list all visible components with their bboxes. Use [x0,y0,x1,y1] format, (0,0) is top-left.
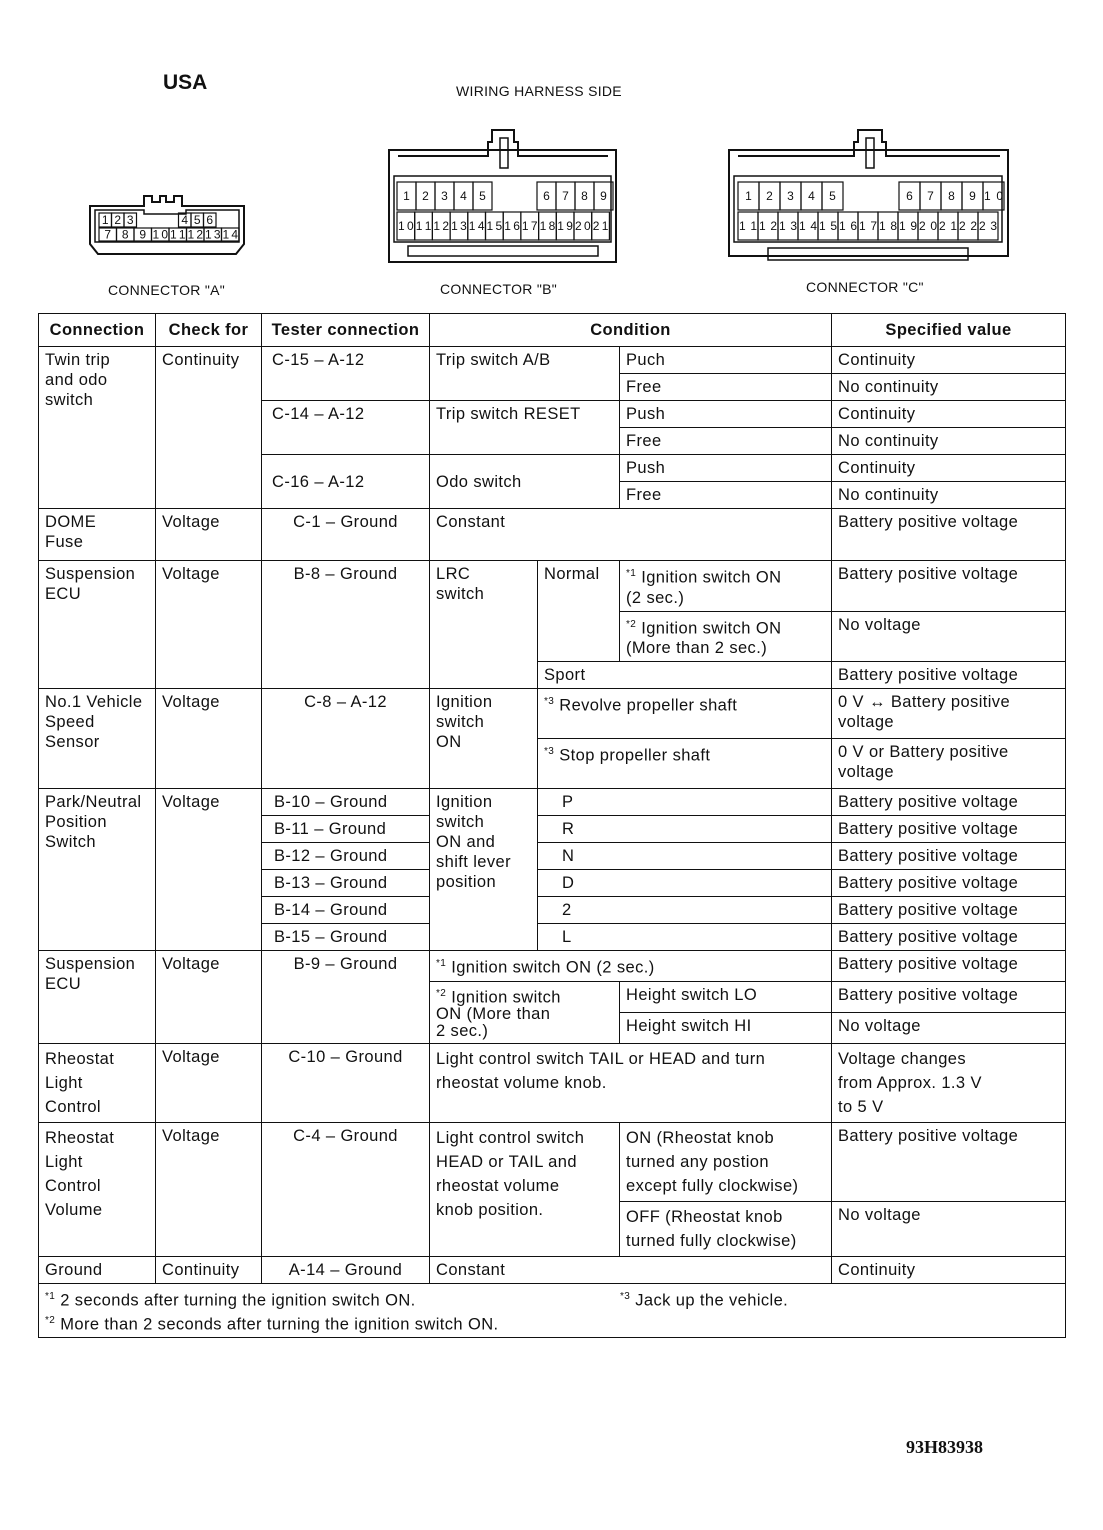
cell-value: Continuity [832,401,1066,428]
cell-subcondition: Puch [620,347,832,374]
cell-tester: B-11 – Ground [262,816,430,843]
footnote-marker: *1 [45,1291,56,1302]
pin-number: 4 [460,189,467,203]
cell-value: Continuity [832,347,1066,374]
cell-subcondition: Height switch LO [620,981,832,1012]
cell-subcondition: ON (Rheostat knob turned any postion except fully clockwise) [620,1123,832,1202]
cell-subcondition [538,739,832,789]
cell-value: Battery positive voltage [832,981,1066,1012]
pin-number: 17 [521,219,538,233]
region-label: USA [163,71,208,94]
pin-number: 20 [919,219,937,233]
cell-value: Battery positive voltage [832,897,1066,924]
cell-value: No continuity [832,428,1066,455]
cell-connection: Twin trip and odo switch [39,347,156,509]
cell-value: No continuity [832,482,1066,509]
pin-number: 10 [398,219,414,233]
table-row [39,1123,1066,1202]
pin-number: 8 [581,189,588,203]
cell-connection: DOME Fuse [39,509,156,561]
cell-subcondition: OFF (Rheostat knob turned fully clockwise) [620,1202,832,1257]
cell-value: No voltage [832,1202,1066,1257]
cell-subcondition: Free [620,374,832,401]
pin-number: 1 [403,189,410,203]
table-row [39,1257,1066,1284]
pin-number: 20 [575,219,591,233]
cell-value: Battery positive voltage [832,789,1066,816]
connector-c-bottom-pins [738,212,998,240]
pin-number: 15 [486,219,503,233]
cell-condition: Light control switch HEAD or TAIL and rheostat volume knob position. [430,1123,620,1257]
connector-b-diagram [388,128,618,266]
pin-number: 2 [422,189,429,203]
cell-condition [430,951,832,982]
cell-value: Continuity [832,1257,1066,1284]
cell-value: Battery positive voltage [832,509,1066,561]
cell-value: Continuity [832,455,1066,482]
table-row [39,1044,1066,1123]
pin-number: 15 [819,219,837,233]
pin-number: 21 [592,219,609,233]
cell-tester: C-15 – A-12 [262,347,430,401]
pin-number: 3 [787,189,794,203]
footnote-marker: *2 [45,1314,56,1326]
footnote-text: 2 seconds after turning the ignition switch ON. [55,1291,416,1310]
pin-number: 13 [779,219,797,233]
cell-tester: C-1 – Ground [262,509,430,561]
cell-subcondition: Push [620,401,832,428]
table-row [39,561,1066,612]
cell-condition: Odo switch [430,455,620,509]
cell-tester: C-4 – Ground [262,1123,430,1257]
pin-number: 6 [206,213,214,227]
cell-subcondition [538,689,832,739]
pin-number: 11 [170,227,186,242]
table-header-row [39,314,1066,347]
footnote-marker: *3 [544,746,555,757]
connector-c-diagram [728,128,1010,266]
pin-number: 5 [479,189,486,203]
footnote-marker: *3 [620,1291,631,1302]
cell-tester: B-10 – Ground [262,789,430,816]
pin-number: 3 [126,213,134,227]
cell-subcondition [620,561,832,612]
connector-b-bottom-pins [397,212,609,240]
footnote-text: More than 2 seconds after turning the ignition switch ON. [55,1315,499,1333]
connector-c-top-pins [738,182,1004,210]
document-code: 93H83938 [905,1437,983,1457]
pin-number: 21 [939,219,957,233]
cell-value: Battery positive voltage [832,1123,1066,1202]
pin-number: 4 [808,189,815,203]
table-row [39,509,1066,561]
cell-value: Battery positive voltage [832,924,1066,951]
pin-number: 8 [948,189,955,203]
connector-a-bottom-pins [99,228,239,242]
pin-number: 19 [899,219,917,233]
pin-number: 16 [839,219,857,233]
footnotes [39,1284,1066,1338]
footnote-1 [45,1287,620,1311]
cell-value: Battery positive voltage [832,951,1066,982]
cell-shift-position: L [538,924,832,951]
pin-number: 9 [969,189,976,203]
cell-value: 0 V ↔ Battery positive voltage [832,689,1066,739]
footnote-text: Jack up the vehicle. [630,1291,789,1310]
cell-condition: Light control switch TAIL or HEAD and turn rheostat volume knob. [430,1044,832,1123]
connector-b-top-pins [397,182,613,210]
pin-number: 18 [539,219,556,233]
cell-value: Battery positive voltage [832,843,1066,870]
table-row [39,689,1066,739]
cell-check-for: Voltage [156,1123,262,1257]
footnote-marker: *3 [544,696,555,707]
header-check-for: Check for [156,314,262,347]
cell-connection: Suspension ECU [39,561,156,689]
cell-condition [430,981,620,1044]
pin-number: 12 [759,219,777,233]
cell-subcondition: Free [620,482,832,509]
cell-condition: Constant [430,509,832,561]
connector-a-label: CONNECTOR "A" [108,282,226,298]
cell-check-for: Voltage [156,509,262,561]
table-row [39,347,1066,374]
cell-check-for: Voltage [156,951,262,1044]
cell-shift-position: 2 [538,897,832,924]
pin-number: 8 [121,227,129,242]
pin-number: 2 [114,213,122,227]
connector-b-label: CONNECTOR "B" [440,281,558,297]
cell-tester: B-12 – Ground [262,843,430,870]
cell-subcondition: Normal [538,561,620,662]
pin-number: 11 [415,219,432,233]
cell-tester: C-8 – A-12 [262,689,430,789]
connector-c-label: CONNECTOR "C" [806,279,924,295]
cell-connection: Suspension ECU [39,951,156,1044]
cell-connection: Rheostat Light Control Volume [39,1123,156,1257]
cell-value: Voltage changes from Approx. 1.3 V to 5 V [832,1044,1066,1123]
pin-number: 5 [193,213,201,227]
cell-tester: B-14 – Ground [262,897,430,924]
pin-number: 4 [181,213,189,227]
cell-shift-position: D [538,870,832,897]
cell-check-for: Continuity [156,1257,262,1284]
cell-tester: B-15 – Ground [262,924,430,951]
cell-connection: No.1 Vehicle Speed Sensor [39,689,156,789]
pin-number: 14 [468,219,485,233]
footnote-marker: *2 [436,987,447,999]
cell-value: 0 V or Battery positive voltage [832,739,1066,789]
cell-connection: Park/Neutral Position Switch [39,789,156,951]
header-condition: Condition [430,314,832,347]
cell-shift-position: R [538,816,832,843]
pin-number: 1 [101,213,109,227]
footnote-marker: *1 [626,568,637,579]
pin-number: 1 [745,189,752,203]
pin-number: 6 [543,189,550,203]
connector-a-diagram [86,192,248,262]
condition-text: Ignition switch ON (2 sec.) [626,568,782,607]
cell-check-for: Continuity [156,347,262,509]
pin-number: 2 [766,189,773,203]
cell-condition: Ignition switch ON and shift lever position [430,789,538,951]
condition-text: Ignition switch ON (More than 2 sec.) [626,619,782,657]
pin-number: 9 [600,189,607,203]
table-row [39,789,1066,816]
harness-side-label: WIRING HARNESS SIDE [456,83,622,99]
cell-value: No voltage [832,611,1066,662]
cell-value: Battery positive voltage [832,662,1066,689]
table-notes-row [39,1284,1066,1338]
footnote-marker: *2 [626,618,637,630]
pin-number: 7 [562,189,569,203]
cell-condition: Trip switch A/B [430,347,620,401]
cell-value: No continuity [832,374,1066,401]
footnote-3 [620,1287,788,1311]
pin-number: 3 [441,189,448,203]
pin-number: 23 [979,219,997,233]
cell-connection: Rheostat Light Control [39,1044,156,1123]
cell-subcondition: Push [620,455,832,482]
cell-value: Battery positive voltage [832,561,1066,612]
cell-tester: B-8 – Ground [262,561,430,689]
cell-shift-position: N [538,843,832,870]
footnote-marker: *1 [436,958,447,969]
cell-value: No voltage [832,1012,1066,1043]
pin-number: 12 [433,219,450,233]
cell-condition: LRC switch [430,561,538,689]
pin-number: 22 [959,219,977,233]
pin-number: 17 [859,219,877,233]
inspection-table [38,313,1066,1338]
cell-condition: Constant [430,1257,832,1284]
cell-tester: B-9 – Ground [262,951,430,1044]
footnote-2 [45,1311,1059,1335]
pin-number: 7 [927,189,934,203]
cell-tester: B-13 – Ground [262,870,430,897]
pin-number: 18 [879,219,897,233]
cell-condition: Ignition switch ON [430,689,538,789]
cell-subcondition: Free [620,428,832,455]
cell-value: Battery positive voltage [832,816,1066,843]
pin-number: 19 [557,219,573,233]
pin-number: 11 [739,219,757,233]
condition-text: Stop propeller shaft [554,746,711,765]
pin-number: 13 [205,227,221,242]
cell-subcondition: Sport [538,662,832,689]
cell-tester: C-16 – A-12 [262,455,430,509]
cell-connection: Ground [39,1257,156,1284]
condition-text: Revolve propeller shaft [554,696,738,715]
pin-number: 10 [152,227,168,242]
pin-number: 16 [504,219,520,233]
pin-number: 6 [906,189,913,203]
cell-subcondition [620,611,832,662]
pin-number: 14 [799,219,817,233]
pin-number: 5 [829,189,836,203]
cell-subcondition: Height switch HI [620,1012,832,1043]
cell-condition: Trip switch RESET [430,401,620,455]
cell-check-for: Voltage [156,1044,262,1123]
cell-shift-position: P [538,789,832,816]
pin-number: 7 [104,227,112,242]
cell-check-for: Voltage [156,561,262,689]
table-row [39,951,1066,982]
cell-tester: C-10 – Ground [262,1044,430,1123]
header-tester-connection: Tester connection [262,314,430,347]
header-connection: Connection [39,314,156,347]
cell-check-for: Voltage [156,689,262,789]
cell-check-for: Voltage [156,789,262,951]
cell-tester: C-14 – A-12 [262,401,430,455]
cell-value: Battery positive voltage [832,870,1066,897]
cell-tester: A-14 – Ground [262,1257,430,1284]
pin-number: 10 [984,189,1003,203]
condition-text: Ignition switch ON (2 sec.) [446,958,655,977]
pin-number: 13 [451,219,467,233]
connector-a-top-pins [99,213,216,227]
pin-number: 12 [187,227,203,242]
pin-number: 14 [222,227,238,242]
condition-text: Ignition switch ON (More than 2 sec.) [436,988,561,1040]
pin-number: 9 [139,227,147,242]
header-specified-value: Specified value [832,314,1066,347]
